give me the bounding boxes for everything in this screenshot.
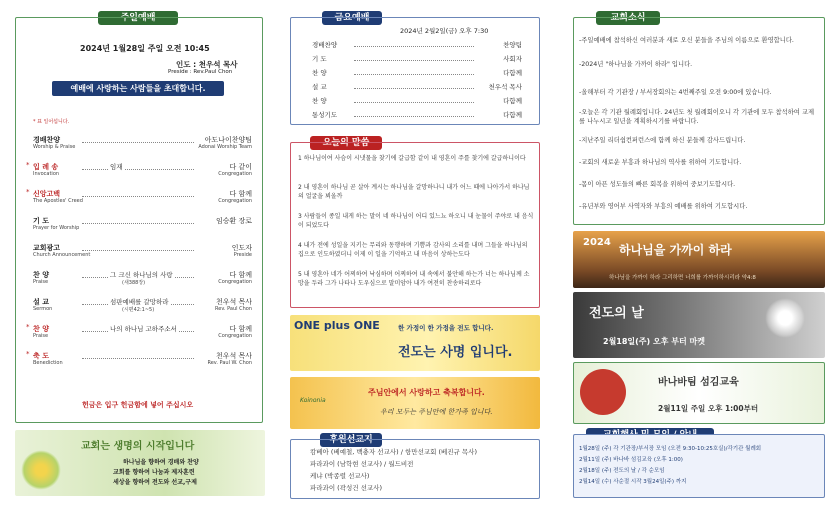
mission-header: 후원선교지 [320, 433, 382, 447]
order-person: 인도자 [231, 244, 252, 252]
order-detail: 임재 [110, 163, 123, 171]
order-detail: 나의 하나님 고하주소서 [110, 325, 177, 333]
scripture-verse: 2 내 영혼이 하나님 곧 살아 계시는 하나님을 갈망하나니 내가 어느 때에 나아가서 하나님의 얼굴을 뵈올까 [298, 184, 530, 200]
news-item: -유년부와 영어부 사역자와 부흥의 예배를 위하여 기도합시다. [579, 203, 748, 210]
banner-line-1: 하나님을 향하여 경배와 찬양 [123, 459, 199, 466]
koinonia-sub: 우리 모두는 주님안에 한가족 입니다. [380, 408, 493, 416]
scripture-verse: 5 내 영혼아 네가 어찌하여 낙심하며 어찌하여 내 속에서 불안해 하는가 너는 하나님께 소망을 두라 그가 나타나 도우심으로 말미암아 내가 여전히 찬송하리로다 [298, 271, 530, 287]
oneplusone-tagline: 한 가정이 한 가정을 전도 합니다. [398, 324, 494, 332]
friday-item-person: 다함께 [503, 111, 522, 119]
banner3-title: 바나바팀 섬김교육 [658, 377, 739, 388]
order-person-en: Adonai Worship Team [198, 144, 252, 150]
evangelism-day-banner [573, 292, 825, 358]
order-leader-line [82, 196, 194, 197]
friday-leader-line [354, 102, 474, 103]
order-title: 축 도 [33, 352, 49, 360]
dandelion-decoration [765, 298, 805, 338]
friday-item-person: 다함께 [503, 69, 522, 77]
order-person: 천우석 목사 [215, 298, 252, 306]
order-leader-line [82, 223, 194, 224]
order-of-worship [26, 135, 252, 375]
banner-title: 교회는 생명의 시작입니다 [81, 441, 195, 452]
friday-leader-line [354, 60, 474, 61]
order-detail-sub: (시편42:1~5) [122, 307, 155, 313]
order-person: 아도나이찬양팀 [204, 136, 252, 144]
order-person-en: Preside [233, 252, 252, 258]
banner2-title: 전도의 날 [589, 306, 644, 321]
banner1-year: 2024 [583, 237, 611, 248]
news-item: -지난주일 리더쉽컨퍼런스에 함께 하신 분들께 감사드립니다. [579, 137, 746, 144]
news-item: -올해부터 각 기관장 / 부서장회의는 4번째주일 오전 9:00에 있습니다. [579, 89, 772, 96]
scripture-verse: 3 사람들이 종일 내게 하는 말이 네 하나님이 어디 있느뇨 하오니 내 눈물이 주야로 내 음식이 되었도다 [298, 213, 534, 229]
order-star: * [26, 323, 30, 331]
friday-leader-line [354, 46, 474, 47]
scripture-verse: 4 내가 전에 성일을 지키는 무리와 동행하며 기쁨과 감사의 소리를 내며 그들을 하나님의 집으로 인도하였더니 이제 이 일을 기억하고 내 마음이 상하는도다 [298, 242, 528, 258]
order-star: * [26, 350, 30, 358]
news-header: 교회소식 [596, 11, 660, 25]
banner1-sub: 하나님을 가까이 하라 그리하면 너희를 가까이하시리라 약4:8 [609, 275, 756, 281]
koinonia-logo: Koinonia [300, 397, 326, 404]
order-title-en: Praise [33, 333, 49, 339]
order-title: 기 도 [33, 217, 49, 225]
banner1-title: 하나님을 가까이 하라 [619, 243, 732, 257]
order-person: 다 함께 [229, 190, 252, 198]
order-person-en: Congregation [218, 198, 252, 204]
order-detail: 그 크신 하나님의 사랑 [110, 271, 173, 279]
news-item: -2024년 "하나님을 가까이 하라" 입니다. [579, 61, 693, 68]
friday-item-label: 기 도 [312, 55, 327, 63]
stand-note: * 표 일어섭니다. [33, 119, 70, 125]
order-title: 경배찬양 [33, 136, 61, 144]
order-title: 찬 양 [33, 271, 49, 279]
order-leader-line [82, 142, 194, 143]
friday-order [312, 40, 522, 124]
order-title-en: Benediction [33, 360, 63, 366]
order-star: * [26, 188, 30, 196]
order-leader-line [82, 169, 194, 170]
order-person: 다 함께 [229, 325, 252, 333]
order-title-en: Sermon [33, 306, 53, 312]
leader-en: Preside : Rev.Paul Chon [168, 69, 233, 75]
news-item: -주일예배에 참석하신 여러분과 새로 오신 분들을 주님의 이름으로 환영합니다. [579, 37, 794, 44]
event-item: 2월11일 (주) 바나바 섬김교육 (오후 1:00) [579, 457, 683, 463]
mission-item: 파라과이 (곽성건 선교사) [310, 484, 382, 492]
mission-item: 캄베아 (베예철, 백충자 선교사) / 항만선교회 (베진규 목사) [310, 448, 478, 456]
order-title-en: Worship & Praise [33, 144, 76, 150]
leader-name: 인도 : 천우석 목사 [176, 60, 238, 69]
friday-item-label: 통성기도 [312, 111, 338, 119]
friday-item-person: 천우석 목사 [488, 83, 522, 91]
friday-item-label: 경배찬양 [312, 41, 338, 49]
order-title: 입 례 송 [33, 163, 59, 171]
friday-leader-line [354, 116, 474, 117]
friday-item-label: 찬 양 [312, 97, 327, 105]
barnabas-banner [573, 362, 825, 424]
worship-header: 주일예배 [98, 11, 178, 25]
mission-item: 파라과이 (남학현 선교사) / 월드비전 [310, 460, 414, 468]
friday-leader-line [354, 88, 474, 89]
event-item: 2월18일 (주) 전도의 날 / 각 순모임 [579, 468, 665, 474]
banner-line-3: 세상을 향하여 전도와 선교,구제 [113, 479, 197, 486]
oneplusone-main: 전도는 사명 입니다. [398, 345, 513, 360]
order-star: * [26, 161, 30, 169]
order-person-en: Rev. Paul Chon [215, 306, 252, 312]
friday-date: 2024년 2월2일(금) 오후 7:30 [400, 27, 489, 35]
order-title: 설 교 [33, 298, 49, 306]
oneplusone-logo: ONE plus ONE [294, 319, 380, 332]
friday-item-person: 사회자 [503, 55, 522, 63]
order-detail: 섬판예배를 갈망하라 [110, 298, 169, 306]
order-person-en: Congregation [218, 333, 252, 339]
order-title: 교회광고 [33, 244, 61, 252]
koinonia-banner [290, 377, 540, 429]
mission-item: 케냐 (박종렬 선교사) [310, 472, 370, 480]
friday-item-label: 설 교 [312, 83, 327, 91]
order-person: 다 함께 [229, 271, 252, 279]
order-title: 신앙고백 [33, 190, 61, 198]
order-detail-sub: (새388장) [122, 280, 146, 286]
offering-note: 헌금은 입구 헌금함에 넣어 주십시오 [82, 401, 194, 409]
order-person-en: Rev. Paul W. Chon [207, 360, 252, 366]
order-title: 찬 양 [33, 325, 49, 333]
news-item: -몸이 아픈 성도들의 빠른 회복을 위하여 중보기도합시다. [579, 181, 736, 188]
news-item: -오늘은 각 기관 월례회입니다. 24년도 첫 월례회이오니 각 기관에 모두 참석하여 교제를 나누시고 일년을 계획하시기를 바랍니다. [579, 109, 815, 125]
order-person: 임승환 장로 [215, 217, 252, 225]
event-item: 1월28일 (주) 각 기관장/부서장 모임 (오전 9:30-10:25호실)/각기관 월례회 [579, 446, 762, 452]
banner2-sub: 2월18일(주) 오후 부터 마켓 [603, 337, 705, 346]
banner3-sub: 2월11일 주일 오후 1:00부터 [658, 404, 759, 413]
order-person-en: Congregation [218, 279, 252, 285]
scripture-verse: 1 하나님이여 사슴이 시냇물을 찾기에 갈급함 같이 내 영혼이 주를 찾기에 갈급하니이다 [298, 155, 526, 162]
order-person: 다 같이 [229, 163, 252, 171]
order-person-en: Congregation [218, 171, 252, 177]
order-title-en: The Apostles' Creed [33, 198, 83, 204]
worship-date: 2024년 1월28일 주일 오전 10:45 [80, 44, 210, 53]
oneplusone-banner [290, 315, 540, 371]
order-title-en: Praise [33, 279, 49, 285]
banner-line-2: 교회를 향하여 나눔과 제자훈련 [113, 469, 195, 476]
event-item: 2월14일 (수) 사순절 시작 3월24일(주) 까지 [579, 479, 687, 485]
news-item: -교회의 새로운 부흥과 하나님의 역사를 위하여 기도합니다. [579, 159, 742, 166]
flower-decoration [21, 450, 61, 490]
welcome-banner: 예배에 사랑하는 사람들을 초대합니다. [52, 81, 224, 96]
order-leader-line [82, 250, 194, 251]
word-header: 오늘의 말씀 [310, 136, 382, 150]
order-title-en: Invocation [33, 171, 60, 177]
church-life-banner [15, 430, 265, 496]
order-leader-line [82, 358, 194, 359]
order-title-en: Prayer for Worship [33, 225, 80, 231]
barnabas-logo-icon [580, 369, 626, 415]
order-title-en: Church Announcement [33, 252, 91, 258]
friday-item-label: 찬 양 [312, 69, 327, 77]
friday-header: 금요예배 [322, 11, 382, 25]
near-god-banner [573, 231, 825, 288]
koinonia-main: 주님안에서 사랑하고 축복합니다. [368, 388, 485, 397]
friday-leader-line [354, 74, 474, 75]
friday-item-person: 다함께 [503, 97, 522, 105]
order-person: 천우석 목사 [215, 352, 252, 360]
friday-item-person: 찬양팀 [503, 41, 522, 49]
